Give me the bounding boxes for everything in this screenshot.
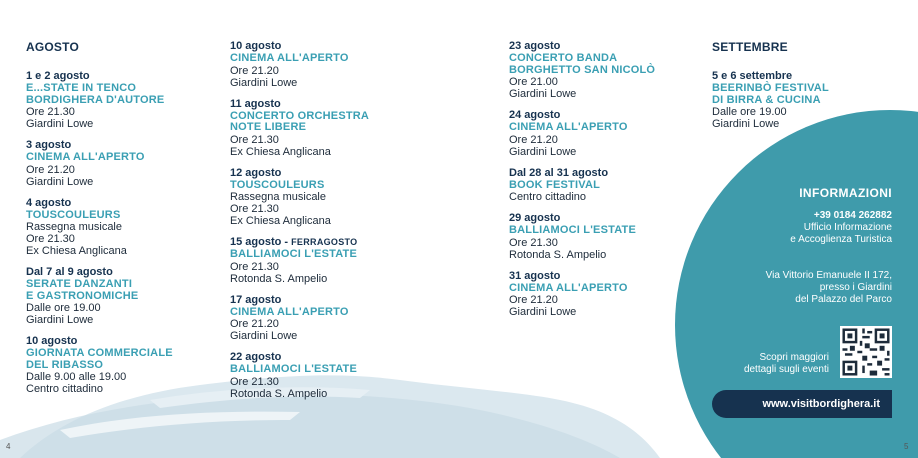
qr-code-icon[interactable] bbox=[840, 326, 892, 378]
event-title: GIORNATA COMMERCIALE DEL RIBASSO bbox=[26, 347, 173, 371]
event-line: Ore 21.20 bbox=[509, 133, 558, 146]
event-date: 10 agosto bbox=[26, 335, 78, 347]
event-date: 10 agosto bbox=[230, 40, 282, 52]
event-4 bbox=[26, 266, 173, 326]
page-number-right: 5 bbox=[904, 442, 909, 451]
event-date: 23 agosto bbox=[509, 40, 561, 52]
event-title: BALLIAMOCI L'ESTATE bbox=[509, 224, 636, 236]
event-line: Ore 21.30 bbox=[230, 375, 279, 388]
event-tag: FERRAGOSTO bbox=[291, 237, 358, 247]
event-line: Rassegna musicale bbox=[26, 221, 122, 233]
event-line: Ore 21.20 bbox=[230, 64, 279, 77]
event-line: Ore 21.30 bbox=[26, 233, 75, 245]
month-heading: SETTEMBRE bbox=[712, 40, 788, 54]
event-date-text: 15 agosto - bbox=[230, 236, 292, 248]
event-date: 5 e 6 settembre bbox=[712, 70, 793, 82]
event-line: Giardini Lowe bbox=[26, 118, 94, 130]
event-title: CONCERTO BANDA BORGHETTO SAN NICOLÒ bbox=[509, 52, 656, 76]
info-address: Via Vittorio Emanuele II 172, presso i Giardini del Palazzo del Parco bbox=[765, 270, 892, 305]
event-date: 11 agosto bbox=[230, 97, 281, 110]
event-1 bbox=[230, 40, 369, 89]
event-line: Ore 21.30 bbox=[230, 203, 279, 215]
event-date: 3 agosto bbox=[26, 139, 72, 151]
event-line: Ore 21.30 bbox=[26, 106, 75, 118]
event-line: Dalle ore 19.00 bbox=[712, 106, 787, 118]
event-title: CINEMA ALL'APERTO bbox=[26, 151, 145, 163]
event-line: Ex Chiesa Anglicana bbox=[26, 245, 127, 257]
event-date: 12 agosto bbox=[230, 166, 282, 179]
event-4 bbox=[230, 236, 369, 285]
event-line: Centro cittadino bbox=[26, 383, 104, 395]
event-4 bbox=[509, 212, 655, 261]
event-line: Giardini Lowe bbox=[230, 76, 298, 89]
column-august-2 bbox=[230, 40, 369, 409]
event-title: BEERINBÒ FESTIVAL DI BIRRA & CUCINA bbox=[712, 82, 829, 106]
event-5 bbox=[26, 335, 173, 395]
event-2 bbox=[26, 139, 173, 188]
event-line: Giardini Lowe bbox=[509, 145, 577, 158]
event-line: Ore 21.20 bbox=[230, 318, 279, 330]
event-line: Ore 21.20 bbox=[509, 294, 558, 306]
event-line: Giardini Lowe bbox=[230, 330, 298, 342]
event-title: E...STATE IN TENCO BORDIGHERA D'AUTORE bbox=[26, 82, 165, 106]
event-line: Ore 21.30 bbox=[230, 260, 279, 273]
event-line: Rotonda S. Ampelio bbox=[230, 387, 328, 400]
event-line: Dalle 9.00 alle 19.00 bbox=[26, 371, 127, 383]
event-2 bbox=[509, 109, 655, 158]
event-date: 4 agosto bbox=[26, 196, 72, 209]
column-august-1 bbox=[26, 40, 173, 404]
event-title: CONCERTO ORCHESTRA NOTE LIBERE bbox=[230, 109, 370, 133]
qr-caption: Scopri maggiori dettagli sugli eventi bbox=[743, 352, 829, 375]
event-3 bbox=[509, 167, 655, 204]
event-title: CINEMA ALL'APERTO bbox=[230, 305, 349, 318]
event-title: CINEMA ALL'APERTO bbox=[509, 281, 628, 294]
event-title: BALLIAMOCI L'ESTATE bbox=[230, 248, 357, 260]
qr-section bbox=[692, 326, 892, 378]
event-title: BALLIAMOCI L'ESTATE bbox=[230, 363, 357, 375]
event-date: Dal 7 al 9 agosto bbox=[26, 266, 113, 278]
event-line: Ore 21.20 bbox=[26, 163, 75, 176]
event-line: Ore 21.30 bbox=[230, 133, 279, 146]
event-line: Ore 21.00 bbox=[509, 76, 558, 88]
column-september bbox=[712, 40, 829, 139]
event-line: Giardini Lowe bbox=[509, 88, 577, 100]
event-line: Rassegna musicale bbox=[230, 191, 326, 203]
event-5 bbox=[509, 270, 655, 319]
event-line: Giardini Lowe bbox=[26, 175, 94, 188]
event-3 bbox=[26, 197, 173, 258]
event-title: TOUSCOULEURS bbox=[26, 208, 121, 221]
event-line: Giardini Lowe bbox=[712, 118, 780, 130]
event-title: TOUSCOULEURS bbox=[230, 178, 325, 191]
event-line: Giardini Lowe bbox=[26, 314, 94, 326]
event-title: SERATE DANZANTI E GASTRONOMICHE bbox=[26, 278, 139, 302]
event-1 bbox=[509, 40, 655, 100]
event-3 bbox=[230, 167, 369, 228]
month-heading: AGOSTO bbox=[26, 40, 79, 54]
column-august-3 bbox=[509, 40, 655, 327]
event-1 bbox=[26, 70, 173, 130]
event-date: 31 agosto bbox=[509, 269, 561, 282]
event-1 bbox=[712, 70, 829, 130]
event-line: Ex Chiesa Anglicana bbox=[230, 145, 331, 158]
event-2 bbox=[230, 98, 369, 158]
event-date: 22 agosto bbox=[230, 351, 282, 363]
event-line: Rotonda S. Ampelio bbox=[230, 272, 328, 285]
info-office-line: e Accoglienza Turistica bbox=[790, 234, 892, 245]
event-date: Dal 28 al 31 agosto bbox=[509, 166, 609, 179]
website-link[interactable]: www.visitbordighera.it bbox=[712, 390, 892, 418]
event-line: Dalle ore 19.00 bbox=[26, 302, 101, 314]
event-title: BOOK FESTIVAL bbox=[509, 178, 601, 191]
event-line: Centro cittadino bbox=[509, 191, 587, 203]
event-date: 1 e 2 agosto bbox=[26, 70, 90, 82]
event-line: Rotonda S. Ampelio bbox=[509, 248, 607, 261]
event-title: CINEMA ALL'APERTO bbox=[509, 121, 628, 133]
event-date: 29 agosto bbox=[509, 212, 561, 224]
info-heading: INFORMAZIONI bbox=[799, 186, 892, 200]
event-line: Giardini Lowe bbox=[509, 306, 577, 318]
page-number-left: 4 bbox=[6, 442, 11, 451]
info-phone[interactable]: +39 0184 262882 bbox=[813, 210, 892, 221]
event-6 bbox=[230, 351, 369, 400]
info-office-line: Ufficio Informazione bbox=[803, 222, 892, 233]
event-date: 17 agosto bbox=[230, 293, 282, 306]
event-5 bbox=[230, 294, 369, 343]
event-title: CINEMA ALL'APERTO bbox=[230, 52, 349, 64]
info-block bbox=[692, 186, 892, 306]
event-line: Ore 21.30 bbox=[509, 236, 558, 249]
event-date: 24 agosto bbox=[509, 109, 561, 121]
event-line: Ex Chiesa Anglicana bbox=[230, 215, 331, 227]
